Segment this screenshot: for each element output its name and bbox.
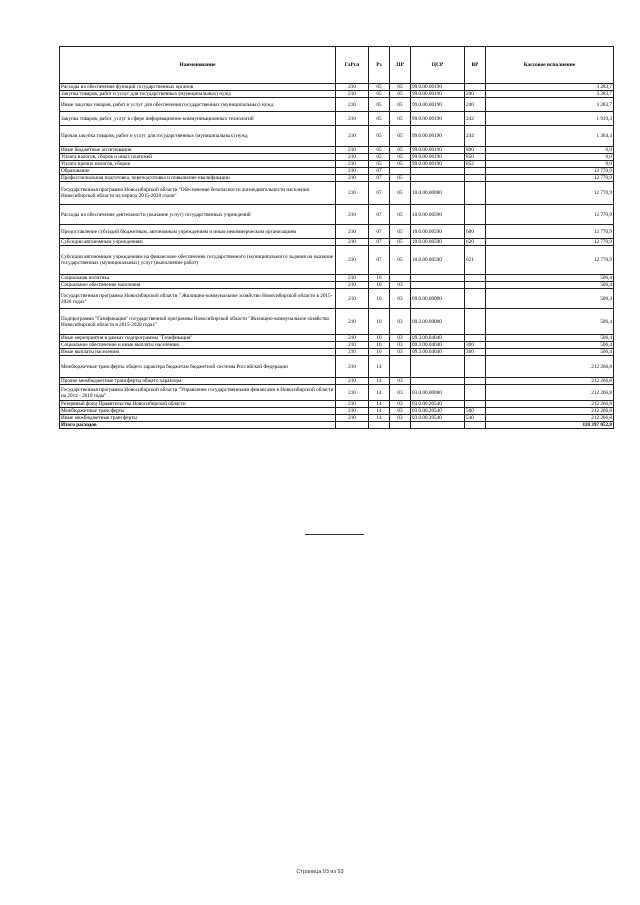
row-name: Подпрограмма "Газификация" государственной программы Новосибирской области "Жилищно-коммунальное хозяйство Новосибирской области в 2015-2020 годах"	[60, 309, 336, 335]
total-amount: 118 397 052,8	[486, 422, 614, 429]
row-glrsp: 210	[336, 282, 369, 289]
row-rz: 05	[369, 126, 390, 147]
table-header-row	[60, 47, 614, 84]
row-rz: 14	[369, 385, 390, 401]
table-row	[60, 182, 614, 205]
table-row	[60, 349, 614, 356]
header-pr: ПР	[390, 47, 411, 84]
row-glrsp: 210	[336, 378, 369, 385]
row-glrsp: 210	[336, 415, 369, 422]
row-csr: 03.0.00.20540	[411, 415, 465, 422]
row-glrsp: 210	[336, 98, 369, 112]
row-rz: 05	[369, 154, 390, 161]
row-rz: 05	[369, 112, 390, 126]
row-amount: 506,4	[486, 342, 614, 349]
row-amount: 506,4	[486, 309, 614, 335]
row-pr: 03	[390, 385, 411, 401]
row-pr: 05	[390, 225, 411, 239]
separator-line	[305, 534, 364, 535]
row-pr: 05	[390, 205, 411, 225]
row-name: Иные мероприятия в рамках подпрограммы "Газификация"	[60, 335, 336, 342]
row-vr: 621	[465, 246, 486, 275]
row-name: Государственная программа Новосибирской области "Управление государственными финансами в Новосибирской области на 2014 - 2019 годы"	[60, 385, 336, 401]
table-row	[60, 401, 614, 408]
row-glrsp: 210	[336, 342, 369, 349]
row-name: Иные выплаты населению	[60, 349, 336, 356]
row-csr	[411, 378, 465, 385]
row-pr: 03	[390, 415, 411, 422]
row-name: Межбюджетные трансферты общего характера бюджетам бюджетной системы Российской Федерации	[60, 356, 336, 378]
row-name: Прочая закупка товаров, работ и услуг для государственных (муниципальных) нужд	[60, 126, 336, 147]
header-amount: Кассовое исполнение	[486, 47, 614, 84]
table-row	[60, 147, 614, 154]
row-amount: 212 266,8	[486, 408, 614, 415]
table-row	[60, 91, 614, 98]
total-row	[60, 422, 614, 429]
row-name: Прочие межбюджетные трансферты общего характера	[60, 378, 336, 385]
row-vr	[465, 275, 486, 282]
row-amount: 212 266,8	[486, 378, 614, 385]
row-glrsp: 210	[336, 147, 369, 154]
row-rz: 07	[369, 175, 390, 182]
row-rz: 10	[369, 335, 390, 342]
row-csr: 99.0.00.00190	[411, 84, 465, 91]
row-rz: 14	[369, 378, 390, 385]
row-name: Иные бюджетные ассигнования	[60, 147, 336, 154]
table-row	[60, 205, 614, 225]
row-amount: 12 770,9	[486, 225, 614, 239]
row-pr: 03	[390, 289, 411, 309]
row-glrsp: 210	[336, 349, 369, 356]
row-rz: 14	[369, 408, 390, 415]
row-rz: 10	[369, 309, 390, 335]
row-glrsp: 210	[336, 408, 369, 415]
row-vr: 244	[465, 126, 486, 147]
row-rz: 14	[369, 415, 390, 422]
row-glrsp: 210	[336, 356, 369, 378]
row-pr	[390, 168, 411, 175]
row-csr: 09.3.00.04040	[411, 342, 465, 349]
table-row	[60, 112, 614, 126]
row-vr: 852	[465, 161, 486, 168]
table-row	[60, 415, 614, 422]
table-row	[60, 378, 614, 385]
header-rz: Рз	[369, 47, 390, 84]
row-glrsp: 210	[336, 239, 369, 246]
row-vr	[465, 385, 486, 401]
row-pr: 03	[390, 401, 411, 408]
row-name: Социальное обеспечение и иные выплаты населению	[60, 342, 336, 349]
row-csr: 10.0.00.00590	[411, 239, 465, 246]
row-csr: 99.0.00.00190	[411, 161, 465, 168]
table-row	[60, 275, 614, 282]
header-vr: ВР	[465, 47, 486, 84]
row-glrsp: 210	[336, 112, 369, 126]
row-glrsp: 210	[336, 246, 369, 275]
row-vr	[465, 356, 486, 378]
row-rz: 10	[369, 349, 390, 356]
row-pr: 03	[390, 378, 411, 385]
row-name: Иные закупки товаров, работ и услуг для обеспечения государственных (муниципальных) нужд	[60, 98, 336, 112]
row-vr	[465, 335, 486, 342]
row-glrsp: 210	[336, 91, 369, 98]
row-pr: 05	[390, 246, 411, 275]
row-amount: 212 266,8	[486, 401, 614, 408]
table-row	[60, 356, 614, 378]
row-amount: 212 266,8	[486, 385, 614, 401]
row-csr: 03.0.00.00000	[411, 385, 465, 401]
row-name: Образование	[60, 168, 336, 175]
row-amount: 506,4	[486, 349, 614, 356]
row-name: Резервный фонд Правительства Новосибирской области	[60, 401, 336, 408]
row-csr: 99.0.00.00190	[411, 98, 465, 112]
row-pr: 05	[390, 112, 411, 126]
row-vr	[465, 84, 486, 91]
row-amount: 12 770,9	[486, 205, 614, 225]
row-pr: 05	[390, 175, 411, 182]
row-rz: 05	[369, 84, 390, 91]
table-row	[60, 408, 614, 415]
header-csr: ЦСР	[411, 47, 465, 84]
table-row	[60, 154, 614, 161]
row-rz: 05	[369, 147, 390, 154]
row-vr: 360	[465, 349, 486, 356]
row-glrsp: 210	[336, 289, 369, 309]
row-csr: 09.0.00.00000	[411, 289, 465, 309]
row-amount: 3 283,7	[486, 91, 614, 98]
row-vr	[465, 175, 486, 182]
row-rz: 07	[369, 205, 390, 225]
row-glrsp: 210	[336, 168, 369, 175]
row-csr: 99.0.00.00190	[411, 91, 465, 98]
row-pr: 03	[390, 282, 411, 289]
row-glrsp: 210	[336, 275, 369, 282]
table-row	[60, 225, 614, 239]
table-row	[60, 335, 614, 342]
row-vr: 240	[465, 98, 486, 112]
row-name: Закупка товаров, работ и услуг для государственных (муниципальных) нужд	[60, 91, 336, 98]
row-rz: 05	[369, 91, 390, 98]
row-pr: 05	[390, 98, 411, 112]
row-glrsp: 210	[336, 154, 369, 161]
row-glrsp: 210	[336, 126, 369, 147]
row-vr	[465, 289, 486, 309]
row-vr: 850	[465, 154, 486, 161]
row-glrsp: 210	[336, 309, 369, 335]
row-glrsp: 210	[336, 205, 369, 225]
row-amount: 212 266,8	[486, 356, 614, 378]
row-csr	[411, 356, 465, 378]
row-csr: 10.0.00.00590	[411, 225, 465, 239]
row-csr: 03.0.00.20540	[411, 408, 465, 415]
table-row	[60, 289, 614, 309]
page-number-footer: Страница 93 из 93	[296, 869, 344, 875]
row-pr	[390, 275, 411, 282]
row-vr	[465, 168, 486, 175]
table-body	[60, 84, 614, 422]
row-rz: 05	[369, 98, 390, 112]
row-pr: 03	[390, 309, 411, 335]
row-pr	[390, 356, 411, 378]
row-vr	[465, 309, 486, 335]
row-vr	[465, 205, 486, 225]
row-amount: 0,0	[486, 154, 614, 161]
header-glrsp: ГлРсп	[336, 47, 369, 84]
row-vr: 200	[465, 91, 486, 98]
row-pr: 05	[390, 91, 411, 98]
row-name: Закупка товаров, работ, услуг в сфере информационно-коммуникационных технологий	[60, 112, 336, 126]
row-name: Профессиональная подготовка, переподготовка и повышение квалификации	[60, 175, 336, 182]
row-pr: 05	[390, 147, 411, 154]
row-pr: 03	[390, 335, 411, 342]
row-vr	[465, 182, 486, 205]
row-vr: 540	[465, 415, 486, 422]
table-row	[60, 126, 614, 147]
row-vr	[465, 282, 486, 289]
row-csr: 99.0.00.00190	[411, 147, 465, 154]
row-glrsp: 210	[336, 401, 369, 408]
row-csr: 09.3.00.04040	[411, 349, 465, 356]
row-name: Расходы на обеспечение функций государственных органов	[60, 84, 336, 91]
row-amount: 12 770,9	[486, 246, 614, 275]
row-glrsp: 210	[336, 84, 369, 91]
table-row	[60, 98, 614, 112]
row-vr	[465, 401, 486, 408]
row-vr: 242	[465, 112, 486, 126]
row-name: Иные межбюджетные трансферты	[60, 415, 336, 422]
row-amount: 0,0	[486, 161, 614, 168]
table-row	[60, 309, 614, 335]
row-name: Субсидии автономным учреждениям на финансовое обеспечение государственного (муниципального) задания на оказание государственных (муниципальных) услуг (выполнение работ)	[60, 246, 336, 275]
row-name: Уплата налогов, сборов и иных платежей	[60, 154, 336, 161]
row-pr: 03	[390, 349, 411, 356]
row-name: Государственная программа Новосибирской области "Обеспечение безопасности жизнедеятельности населения Новосибирской области на период 2015-2020 годов"	[60, 182, 336, 205]
row-rz: 10	[369, 289, 390, 309]
row-name: Субсидии автономным учреждениям	[60, 239, 336, 246]
row-csr	[411, 282, 465, 289]
row-rz: 07	[369, 182, 390, 205]
row-amount: 3 283,7	[486, 98, 614, 112]
row-vr	[465, 378, 486, 385]
row-csr: 10.0.00.00000	[411, 182, 465, 205]
row-amount: 12 770,9	[486, 175, 614, 182]
row-csr: 10.0.00.00590	[411, 205, 465, 225]
table-row	[60, 385, 614, 401]
row-vr: 800	[465, 147, 486, 154]
row-csr: 09.3.00.04040	[411, 335, 465, 342]
row-amount: 1 919,3	[486, 112, 614, 126]
row-glrsp: 210	[336, 225, 369, 239]
row-csr: 10.0.00.00590	[411, 246, 465, 275]
row-amount: 506,4	[486, 282, 614, 289]
row-name: Государственная программа Новосибирской области " Жилищно-коммунальное хозяйство Новосибирской области в 2015-2020 годах"	[60, 289, 336, 309]
row-rz: 10	[369, 342, 390, 349]
table-row	[60, 161, 614, 168]
header-name: Наименование	[60, 47, 336, 84]
table-row	[60, 175, 614, 182]
row-amount: 12 770,9	[486, 239, 614, 246]
row-csr	[411, 175, 465, 182]
total-label: Итого расходов	[60, 422, 336, 429]
row-pr: 03	[390, 408, 411, 415]
row-amount: 506,4	[486, 275, 614, 282]
row-glrsp: 210	[336, 335, 369, 342]
row-vr: 500	[465, 408, 486, 415]
row-amount: 506,4	[486, 289, 614, 309]
row-rz: 10	[369, 275, 390, 282]
budget-execution-table	[59, 46, 614, 429]
table-row	[60, 168, 614, 175]
row-amount: 506,4	[486, 335, 614, 342]
row-vr: 600	[465, 225, 486, 239]
row-vr: 300	[465, 342, 486, 349]
row-amount: 212 266,8	[486, 415, 614, 422]
row-amount: 3 283,7	[486, 84, 614, 91]
row-amount: 12 770,9	[486, 168, 614, 175]
table-row	[60, 84, 614, 91]
row-rz: 14	[369, 356, 390, 378]
row-glrsp: 210	[336, 182, 369, 205]
row-csr: 99.0.00.00190	[411, 126, 465, 147]
row-rz: 07	[369, 239, 390, 246]
row-pr: 05	[390, 182, 411, 205]
row-csr	[411, 275, 465, 282]
table-row	[60, 342, 614, 349]
row-amount: 12 770,9	[486, 182, 614, 205]
row-pr: 03	[390, 342, 411, 349]
row-name: Межбюджетные трансферты	[60, 408, 336, 415]
row-amount: 1 364,4	[486, 126, 614, 147]
row-amount: 0,0	[486, 147, 614, 154]
row-csr: 99.0.00.00190	[411, 112, 465, 126]
row-pr: 05	[390, 154, 411, 161]
row-pr: 05	[390, 84, 411, 91]
row-glrsp: 210	[336, 385, 369, 401]
row-csr: 03.0.00.20540	[411, 401, 465, 408]
row-vr: 620	[465, 239, 486, 246]
row-csr: 99.0.00.00190	[411, 154, 465, 161]
row-glrsp: 210	[336, 161, 369, 168]
row-rz: 07	[369, 225, 390, 239]
row-rz: 05	[369, 161, 390, 168]
row-rz: 10	[369, 282, 390, 289]
row-rz: 07	[369, 168, 390, 175]
row-name: Социальное обеспечение населения	[60, 282, 336, 289]
row-csr	[411, 168, 465, 175]
row-rz: 14	[369, 401, 390, 408]
row-pr: 05	[390, 239, 411, 246]
row-glrsp: 210	[336, 175, 369, 182]
table-row	[60, 246, 614, 275]
row-pr: 05	[390, 126, 411, 147]
table-row	[60, 239, 614, 246]
table-row	[60, 282, 614, 289]
row-name: Предоставление субсидий бюджетным, автономным учреждениям и иным некоммерческим организациям	[60, 225, 336, 239]
row-name: Уплата прочих налогов, сборов	[60, 161, 336, 168]
row-rz: 07	[369, 246, 390, 275]
row-name: Социальная политика	[60, 275, 336, 282]
row-pr: 05	[390, 161, 411, 168]
row-name: Расходы на обеспечение деятельности (оказание услуг) государственных учреждений	[60, 205, 336, 225]
row-csr: 09.3.00.00000	[411, 309, 465, 335]
